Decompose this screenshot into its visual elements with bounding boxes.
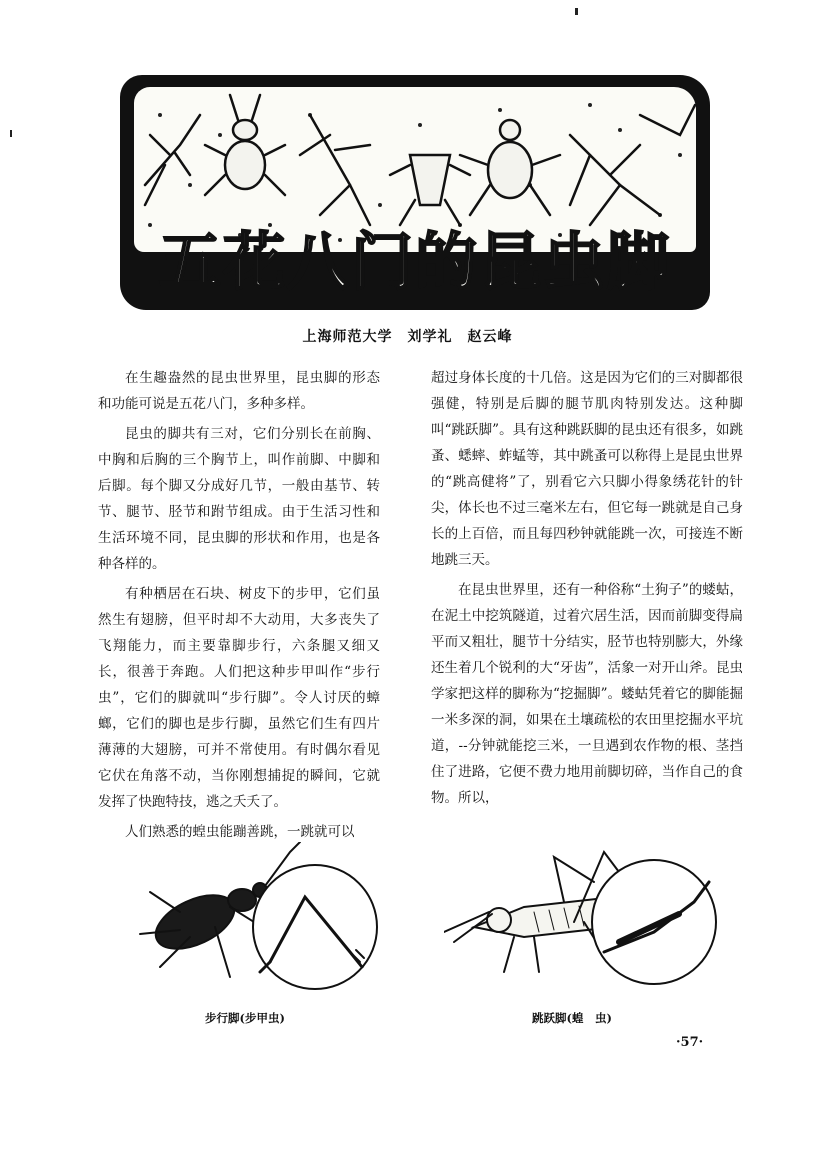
right-text-column — [431, 365, 743, 815]
left-figure-caption: 步行脚(步甲虫) — [205, 1011, 285, 1025]
paragraph: 有种栖居在石块、树皮下的步甲，它们虽然生有翅膀，但平时却不大动用，大多丧失了飞翔能力，而主要靠脚步行，六条腿又细又长，很善于奔跑。人们把这种步甲叫作“步行虫”，它们的脚就叫“步行脚”。令人讨厌的蟑螂，它们的脚也是步行脚，虽然它们生有四片薄薄的大翅膀，可并不常使用。有时偶尔看见它伏在角落不动，当你刚想捕捉的瞬间，它就发挥了快跑特技，逃之夭夭了。 — [98, 586, 380, 810]
article-title: 五花八门的昆虫脚 — [158, 225, 671, 298]
scan-speck — [575, 8, 578, 15]
ground-beetle-figure — [120, 842, 390, 1002]
paragraph: 人们熟悉的蝗虫能蹦善跳，一跳就可以 — [125, 824, 355, 840]
right-figure-caption: 跳跃脚(蝗 虫) — [532, 1011, 612, 1025]
scan-speck — [10, 130, 12, 137]
grasshopper-figure — [444, 842, 734, 1002]
page-number: ·57· — [676, 1035, 704, 1050]
paragraph: 在昆虫世界里，还有一种俗称“土狗子”的蝼蛄，在泥土中挖筑隧道，过着穴居生活，因而前脚变得扁平而又粗壮，腿节十分结实，胫节也特别膨大，外缘还生着几个锐利的大“牙齿”，活象一对开山斧。昆虫学家把这样的脚称为“挖掘脚”。蝼蛄凭着它的脚能掘一米多深的洞，如果在土壤疏松的农田里挖掘水平坑道，--分钟就能挖三米，一旦遇到农作物的根、茎挡住了进路，它便不费力地用前脚切碎，当作自己的食物。所以， — [431, 582, 743, 806]
paragraph: 在生趣盎然的昆虫世界里，昆虫脚的形态和功能可说是五花八门，多种多样。 — [98, 370, 380, 412]
paragraph: 昆虫的脚共有三对，它们分别长在前胸、中胸和后胸的三个胸节上，叫作前脚、中脚和后脚。每个脚又分成好几节，一般由基节、转节、腿节、胫节和跗节组成。由于生活习性和生活环境不同，昆虫脚的形状和作用，也是各种各样的。 — [98, 426, 380, 572]
paragraph: 超过身体长度的十几倍。这是因为它们的三对脚都很强健，特别是后脚的腿节肌肉特别发达。这种脚叫“跳跃脚”。具有这种跳跃脚的昆虫还有很多，如跳蚤、蟋蟀、蚱蜢等，其中跳蚤可以称得上是昆虫世界的“跳高健将”了，别看它六只脚小得象绣花针的针尖，体长也不过三毫米左右，但它每一跳就是自己身长的上百倍，而且每四秒钟就能跳一次，可接连不断地跳三天。 — [431, 370, 743, 568]
author-line: 上海师范大学 刘学礼 赵云峰 — [302, 329, 513, 345]
left-text-column — [98, 365, 380, 849]
